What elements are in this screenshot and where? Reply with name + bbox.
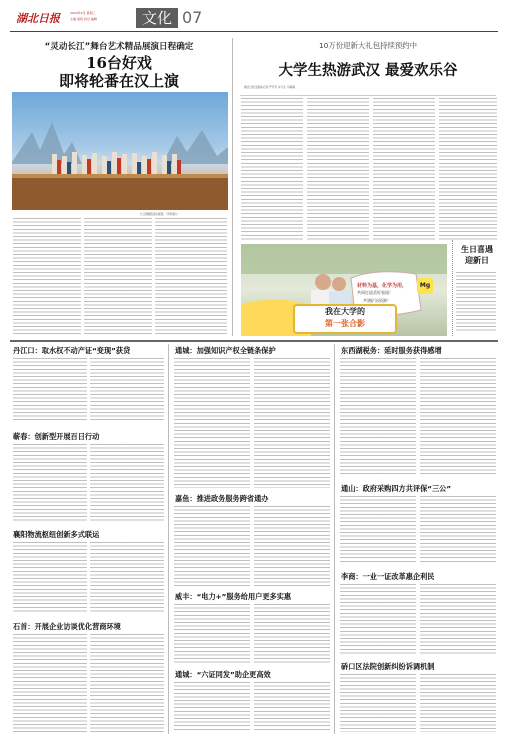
brief-body xyxy=(254,358,330,488)
brief-title: 通城：“六证同发”助企更高效 xyxy=(175,670,271,679)
brief-body xyxy=(13,358,87,422)
banner-line2: 第一张合影 xyxy=(325,319,365,328)
brief-body xyxy=(90,358,164,422)
right-body-col1 xyxy=(241,98,303,240)
briefs-divider xyxy=(168,344,169,734)
brief-body xyxy=(13,542,87,614)
brief-body xyxy=(420,496,496,564)
brief-title: 通城：加强知识产权全链条保护 xyxy=(175,346,276,355)
brief-body xyxy=(340,496,416,564)
left-headline-line1: 16台好戏 xyxy=(86,54,152,72)
issue-line: 2024年4月 星期三 xyxy=(70,11,96,15)
badge: Mg xyxy=(417,278,433,294)
brief-title: 通山：政府采购四方共评保“三公” xyxy=(341,484,452,493)
photo-caption: 长江歌剧院演出剧照。（资料图片） xyxy=(140,213,181,216)
masthead-rule xyxy=(10,31,498,32)
brief-title: 丹江口：取水权不动产证“变现”获贷 xyxy=(13,346,131,355)
brief-title: 硚口区法院创新纠纷诉调机制 xyxy=(341,662,435,671)
brief-title: 东西湖税务：延时服务获得感增 xyxy=(341,346,442,355)
brief-body xyxy=(420,358,496,476)
brief-title: 嘉鱼：推进政务服务跨省通办 xyxy=(175,494,269,503)
brief-body xyxy=(340,584,416,654)
brief-title: 威丰：“电力+”服务给用户更多实惠 xyxy=(175,592,292,601)
brief-body xyxy=(174,506,250,586)
brief-body xyxy=(340,358,416,476)
brief-title: 襄阳物流枢纽创新多式联运 xyxy=(13,530,100,539)
right-body-col3 xyxy=(373,98,435,240)
left-headline-line2: 即将轮番在汉上演 xyxy=(58,72,179,90)
right-body-col2 xyxy=(307,98,369,240)
stage-scene xyxy=(12,92,228,210)
brief-body xyxy=(254,682,330,732)
sidebar-title-line2: 迎新日 xyxy=(465,256,489,265)
brief-body xyxy=(90,634,164,732)
brief-body xyxy=(90,444,164,522)
brief-body xyxy=(13,634,87,732)
sign-text: 共同打造美好家园！ xyxy=(357,290,393,295)
brief-body xyxy=(420,674,496,732)
briefs-top-rule xyxy=(10,340,498,342)
brief-body xyxy=(340,674,416,732)
brief-title: 李商：一业一证改革惠企利民 xyxy=(341,572,435,581)
brief-body xyxy=(174,604,250,664)
sign-text: 共建矿冶资源！ xyxy=(363,298,391,303)
right-byline: 湖北日报全媒体记者 严芳禾 实习生 马蓉蓉 xyxy=(244,85,295,89)
page-number: 07 xyxy=(182,8,203,27)
left-body-col3 xyxy=(155,218,227,334)
right-kicker: 10万份迎新大礼包持续预约中 xyxy=(318,41,418,50)
brief-title: 蕲春：创新型开展百日行动 xyxy=(13,432,100,441)
brief-body xyxy=(174,358,250,488)
sidebar-box xyxy=(452,240,498,336)
sidebar-body xyxy=(456,272,496,332)
left-body-col2 xyxy=(84,218,152,334)
right-headline: 大学生热游武汉 最爱欢乐谷 xyxy=(278,62,458,79)
brief-body xyxy=(254,604,330,664)
brief-title: 石首：开展企业访谈优化营商环境 xyxy=(13,622,121,631)
issue-line: 主编 值班 校对 编辑 xyxy=(70,17,97,21)
brief-body xyxy=(420,584,496,654)
banner-line1: 我在大学的 xyxy=(325,307,365,316)
photo-banner xyxy=(293,304,397,334)
left-kicker: “灵动长江”舞台艺术精品展演日程确定 xyxy=(44,42,194,52)
brief-body xyxy=(13,444,87,522)
sign-text: 材料为基，化学为用， xyxy=(357,283,408,289)
sidebar-title-line1: 生日喜遇 xyxy=(461,245,493,254)
brief-body xyxy=(254,506,330,586)
stage-photo xyxy=(12,92,228,210)
column-divider xyxy=(232,38,233,336)
right-header-rule xyxy=(240,95,496,96)
brief-body xyxy=(174,682,250,732)
right-body-col4 xyxy=(439,98,497,240)
left-body-col1 xyxy=(13,218,81,334)
section-label: 文化 xyxy=(136,8,178,28)
briefs-divider xyxy=(334,344,335,734)
brief-body xyxy=(90,542,164,614)
student-photo xyxy=(241,244,447,336)
newspaper-logo: 湖北日报 xyxy=(16,12,60,25)
